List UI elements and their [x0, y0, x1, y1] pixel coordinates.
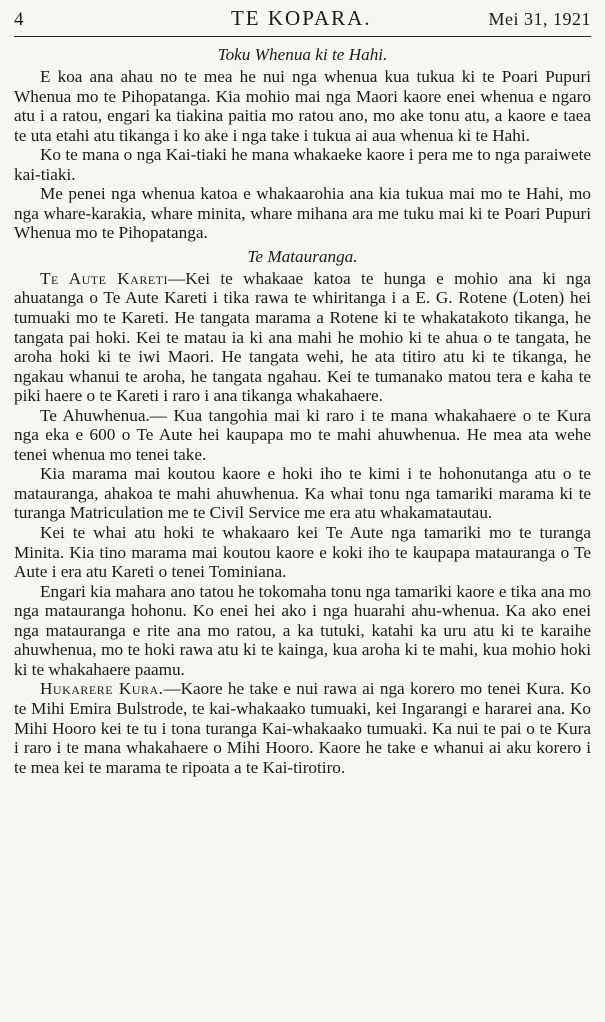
paragraph-text: —Kei te whakaae katoa te hunga e mohio ana ki nga ahuatanga o Te Aute Kareti i tika rawa te whiritanga i a E. G. Rotene (Loten) hei tumuaki mo te Kareti. He tangata marama a Rotene ki te whakatakoto tikanga, he tangata pai hoki. Kei te matau ia ki ana mahi he mohio ki te ahua o te tangata, he aroha hoki ki te iwi Maori. He tangata wehi, he ata titiro atu ki te tikanga, he ngakau whanui te aroha, he tangata ngahau. Kei te tumanako matou tera e kaha te piki haere o te Kareti i raro i ana tikanga whakahaere.	[14, 268, 591, 406]
page-number: 4	[14, 9, 24, 30]
paragraph-te-aute	[14, 269, 591, 406]
paragraph: E koa ana ahau no te mea he nui nga whenua kua tukua ki te Poari Pupuri Whenua mo te Pihopatanga. Kia mohio mai nga Maori kaore enei whenua e ngaro atu i a ratou, engari ka tiakina paitia mo ratou ano, mo ake tonu atu, a kaore e taea te uta etahi atu tikanga i ko ake i nga take i tukua ai aua whenua ki te Hahi.	[14, 67, 591, 145]
paragraph: Engari kia mahara ano tatou he tokomaha tonu nga tamariki kaore e tika ana mo nga matauranga hohonu. Ko enei hei ako i nga huarahi ahu-whenua. Ka ako enei nga matauranga e rite ana mo ratou, a ka tutuki, katahi ka uru atu ki te karaihe ahuwhenua, mo te hoki rawa atu ki te kainga, kua aroha ki te mahi, kua mohio hoki ki te whakahaere paamu.	[14, 581, 591, 679]
paragraph-ahuwhenua	[14, 406, 591, 465]
paragraph-hukarere	[14, 679, 591, 777]
paragraph-text: —Kaore he take e nui rawa ai nga korero mo tenei Kura. Ko te Mihi Emira Bulstrode, te kai-whakaako tumuaki, kei Ingarangi e hararei ana. Ko Mihi Hooro kei te tu i tona turanga Kai-whakaako tumuaki. Ka nui te pai o te Kura i raro i te mana whakahaere o Mihi Hooro. Kaore he take e whanui ai aku korero i te mea kei te marama te ripoata a te Kai-tirotiro.	[14, 679, 591, 777]
run-in-heading: Hukarere Kura.	[40, 679, 164, 699]
paragraph-text: — Kua tangohia mai ki raro i te mana whakahaere o te Kura nga eka e 600 o Te Aute hei kaupapa mo te mahi ahuwhenua. He mea ata wehe tenei whenua mo tenei take.	[14, 405, 591, 464]
paragraph: Kei te whai atu hoki te whakaaro kei Te Aute nga tamariki mo te turanga Minita. Kia tino marama mai koutou kaore e koki iho te kaupapa matauranga o Te Aute i era atu Kareti o tenei Tominiana.	[14, 523, 591, 582]
paragraph: Kia marama mai koutou kaore e hoki iho te kimi i te hohonutanga atu o te matauranga, ahakoa te mahi ahuwhenua. Ka whai tonu nga tamariki marama ki te turanga Matriculation me te Civil Service me era atu whakamatautau.	[14, 464, 591, 523]
run-in-heading: Te Ahuwhenua.	[40, 405, 150, 425]
section-heading-land: Toku Whenua ki te Hahi.	[217, 45, 388, 64]
article-body	[14, 45, 591, 777]
section-heading-education: Te Matauranga.	[247, 246, 358, 266]
paragraph: Me penei nga whenua katoa e whakaarohia ana kia tukua mai mo te Hahi, mo nga whare-karakia, whare minita, whare mihana ara me tuku mai ki te Poari Pupuri Whenua mo te Pihopatanga.	[14, 184, 591, 243]
paragraph: Ko te mana o nga Kai-tiaki he mana whakaeke kaore i pera me to nga paraiwete kai-tiaki.	[14, 145, 591, 184]
run-in-heading: Te Aute Kareti	[40, 268, 169, 288]
page-header	[14, 6, 591, 37]
issue-date: Mei 31, 1921	[488, 9, 591, 29]
running-title: TE KOPARA.	[230, 6, 372, 30]
